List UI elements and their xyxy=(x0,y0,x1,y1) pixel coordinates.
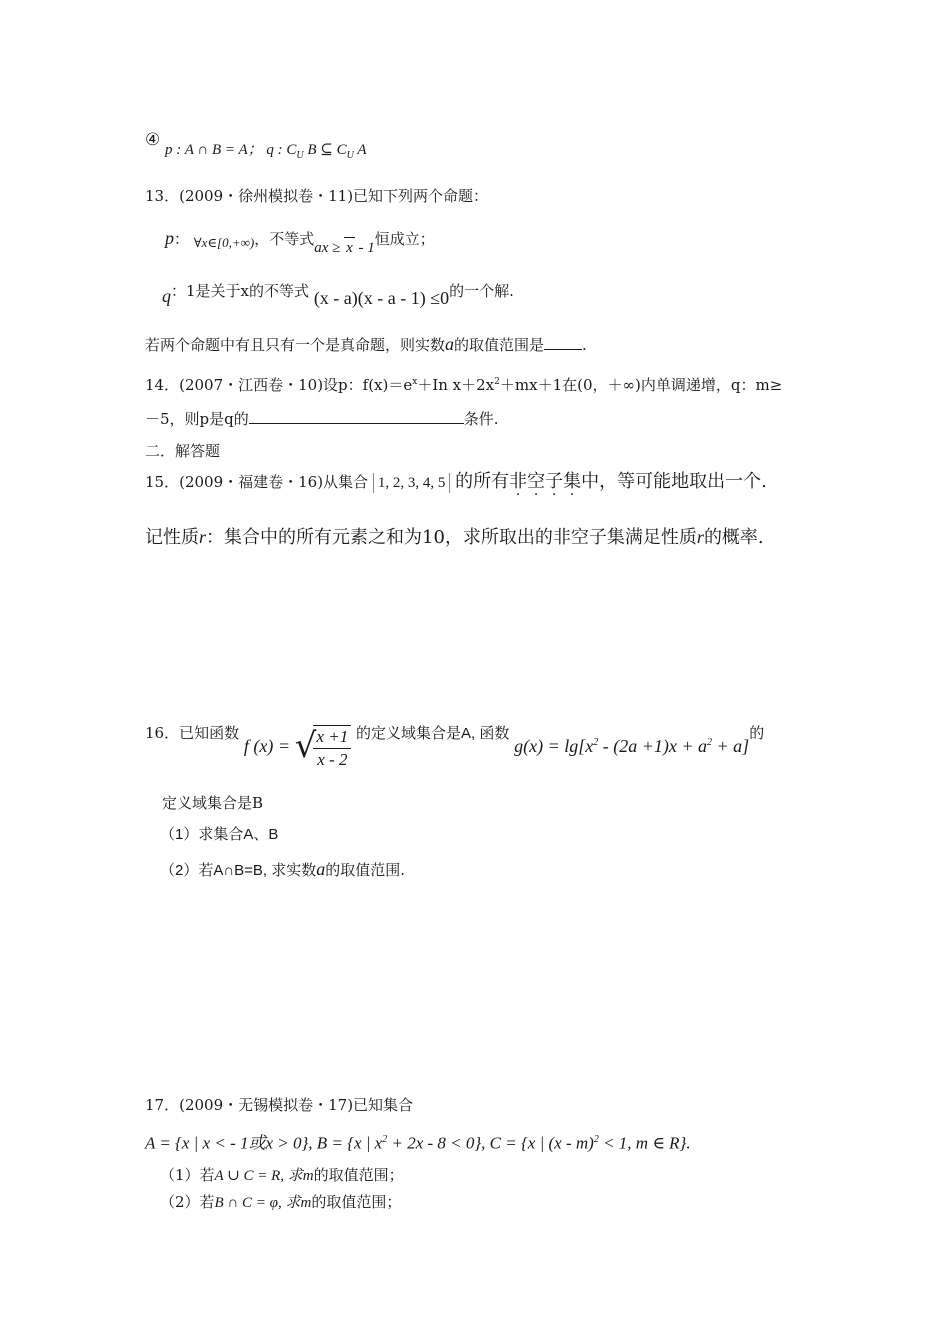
q16-part-2: （2）若A∩B=B, 求实数a的取值范围. xyxy=(160,859,406,879)
q17-heading: 17．(2009・无锡模拟卷・17)已知集合 xyxy=(145,1096,414,1114)
section-heading: 二．解答题 xyxy=(145,442,221,460)
q15-line-2: 记性质r：集合中的所有元素之和为10，求所取出的非空子集满足性质r的概率. xyxy=(145,527,764,548)
q13-proposition-p: p： ∀x∈[0,+∞)，不等式ax ≥ x - 1恒成立； xyxy=(165,228,435,256)
q14-line-1: 14．(2007・江西卷・10)设p：$f(x)=e^x+In$ $x+2x^2+mx+1$在(0，＋∞)内单调递增，q：m≥ xyxy=(145,376,783,394)
sqrt-symbol: √ xyxy=(294,726,317,766)
q16-line-2: 定义域集合是B xyxy=(162,794,264,812)
item-4-marker: ④ xyxy=(145,130,161,150)
q15-line-1: 15．(2009・福建卷・16)从集合 1, 2, 3, 4, 5 的所有非空子集中，等可能地取出一个. xyxy=(145,471,767,492)
q13-answer-blank xyxy=(544,335,582,350)
q14-line-2: －5，则p是q的 条件. xyxy=(145,410,499,428)
q16-line-1: 16．已知函数 f (x) = √ $\frac{x +1}{x - 2}$ 的定义域集合是A, 函数 $g(x) = \lg[x^2 - (2a +1)x + a^2 + a]$的 xyxy=(145,724,765,769)
q13-heading: 13．(2009・徐州模拟卷・11)已知下列两个命题： xyxy=(145,187,489,205)
q17-part-2: （2）若B ∩ C = φ, 求m的取值范围； xyxy=(160,1193,402,1211)
q14-answer-blank xyxy=(249,409,464,424)
q13-proposition-q: q：1是关于x的不等式 (x - a)(x - a - 1) ≤0的一个解. xyxy=(162,282,514,308)
q13-tail: 若两个命题中有且只有一个是真命题，则实数a的取值范围是 . xyxy=(145,334,587,354)
q16-part-1: （1）求集合A、B xyxy=(160,826,279,843)
item-4-formula: p : A ∩ B = A； q : $C_U$ B ⊆ $C_U$ A xyxy=(165,142,367,161)
q17-part-1: （1）若A ∪ C = R, 求m的取值范围； xyxy=(160,1166,404,1184)
q17-sets: A = {x | x < - 1或x > 0}, B = {x | $x^2 + 2x - 8 < 0$}, C = {x | (x - m)$^2$ < 1, m ∈ R}. xyxy=(145,1133,691,1153)
q16-fraction: $\frac{x +1}{x - 2}$ xyxy=(313,725,351,771)
